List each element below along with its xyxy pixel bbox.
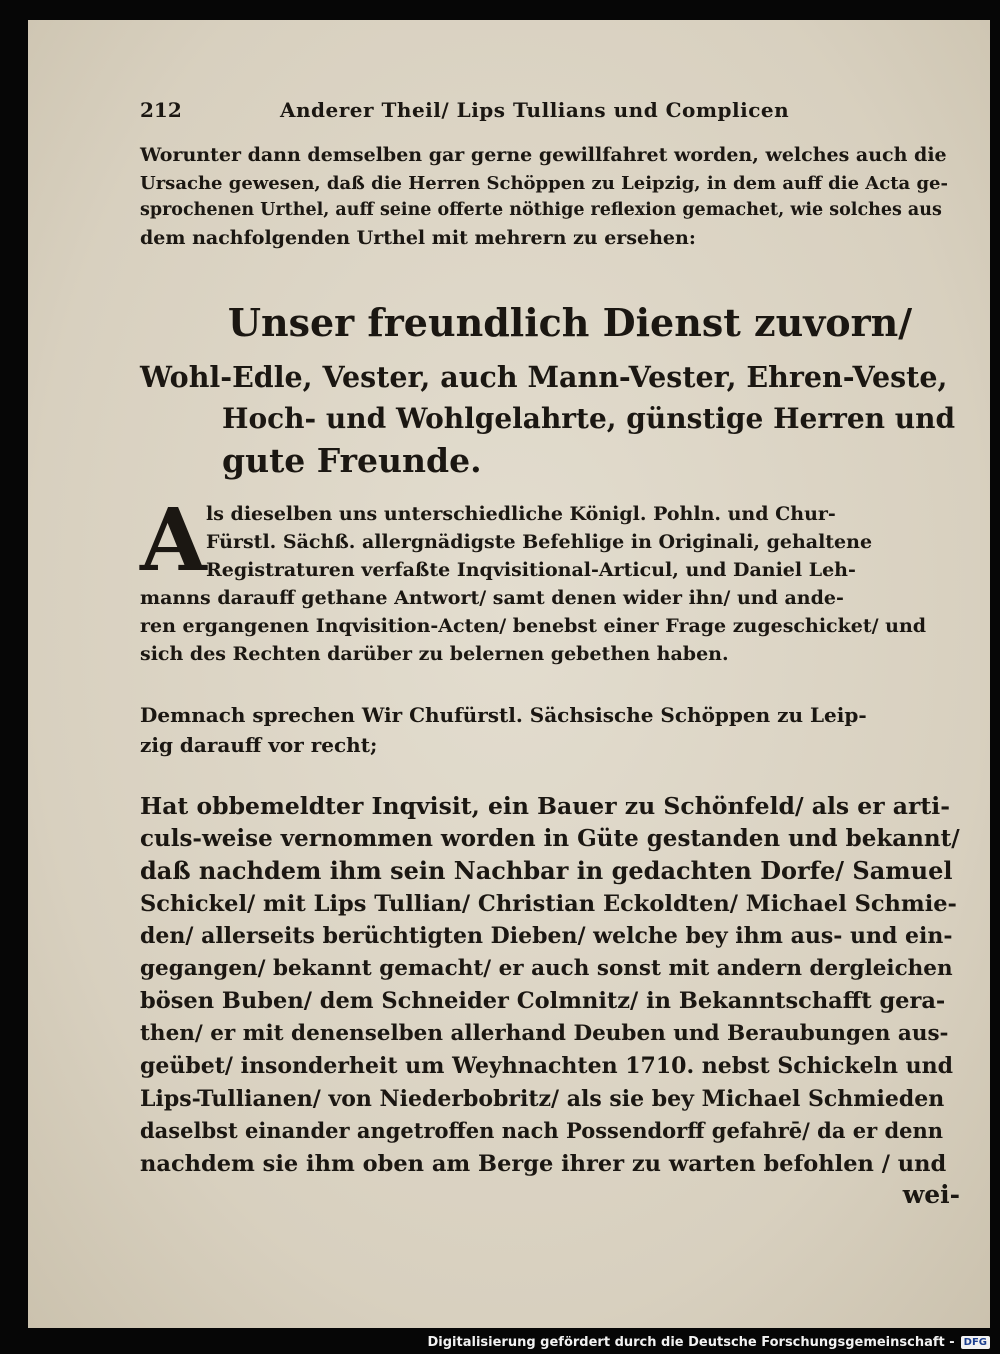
text-line: zig darauff vor recht; — [140, 733, 378, 757]
text-line: culs-weise vernommen worden in Güte gestanden und bekannt/ — [140, 824, 960, 852]
salutation-line: Hoch- und Wohlgelahrte, günstige Herren und — [222, 402, 956, 435]
text-line: Ursache gewesen, daß die Herren Schöppen zu Leipzig, in dem auff die Acta ge- — [140, 172, 948, 194]
digitization-footer — [428, 1335, 991, 1350]
text-line: Registraturen verfaßte Inqvisitional-Articul, und Daniel Leh- — [206, 559, 856, 581]
salutation-address — [140, 356, 960, 482]
running-head — [140, 98, 960, 132]
text-line: dem nachfolgenden Urthel mit mehrern zu ersehen: — [140, 226, 696, 249]
text-line: Worunter dann demselben gar gerne gewillfahret worden, welches auch die — [140, 144, 947, 166]
text-line: sich des Rechten darüber zu belernen gebethen haben. — [140, 643, 729, 665]
intro-paragraph — [140, 142, 960, 252]
dfg-logo: DFG — [961, 1336, 990, 1349]
text-line: manns darauff gethane Antwort/ samt denen wider ihn/ und ande- — [140, 587, 844, 609]
testimony-paragraph — [140, 790, 960, 1180]
text-line: daß nachdem ihm sein Nachbar in gedachten Dorfe/ Samuel — [140, 856, 953, 885]
book-page — [28, 20, 990, 1328]
salutation-line: gute Freunde. — [222, 441, 482, 480]
text-line: sprochenen Urthel, auff seine offerte nöthige reflexion gemachet, wie solches aus — [140, 200, 942, 220]
text-line: bösen Buben/ dem Schneider Colmnitz/ in Bekanntschafft gera- — [140, 988, 946, 1014]
text-line: Schickel/ mit Lips Tullian/ Christian Eckoldten/ Michael Schmie- — [140, 890, 957, 917]
page-text — [140, 98, 960, 1209]
verdict-paragraph — [140, 700, 960, 760]
text-line: Fürstl. Sächß. allergnädigste Befehlige in Originali, gehaltene — [206, 531, 873, 553]
text-line: gegangen/ bekannt gemacht/ er auch sonst mit andern dergleichen — [140, 955, 953, 981]
salutation-line: Wohl-Edle, Vester, auch Mann-Vester, Ehren-Veste, — [140, 360, 948, 394]
running-title: Anderer Theil/ Lips Tullians und Complicen — [280, 98, 790, 122]
text-line: den/ allerseits berüchtigten Dieben/ welche bey ihm aus- und ein- — [140, 923, 953, 949]
catchword: wei- — [902, 1180, 960, 1209]
text-line: Hat obbemeldter Inqvisit, ein Bauer zu Schönfeld/ als er arti- — [140, 792, 950, 820]
salutation-heading: Unser freundlich Dienst zuvorn/ — [227, 300, 913, 345]
text-line: Lips-Tullianen/ von Niederbobritz/ als sie bey Michael Schmieden — [140, 1085, 945, 1112]
drop-cap: A — [140, 490, 207, 591]
text-line: ren ergangenen Inqvisition-Acten/ benebst einer Frage zugeschicket/ und — [140, 615, 927, 637]
text-line: nachdem sie ihm oben am Berge ihrer zu warten befohlen / und — [140, 1150, 947, 1177]
page-number: 212 — [140, 98, 182, 122]
text-line: Demnach sprechen Wir Chufürstl. Sächsische Schöppen zu Leip- — [140, 703, 867, 727]
text-line: then/ er mit denenselben allerhand Deuben und Beraubungen aus- — [140, 1020, 949, 1046]
letter-paragraph — [140, 490, 960, 668]
text-line: daselbst einander angetroffen nach Possendorff gefahrē/ da er denn — [140, 1118, 944, 1143]
text-line: ls dieselben uns unterschiedliche Königl. Pohln. und Chur- — [206, 503, 836, 525]
text-line: geübet/ insonderheit um Weyhnachten 1710. nebst Schickeln und — [140, 1053, 954, 1079]
funding-credit: Digitalisierung gefördert durch die Deutsche Forschungsgemeinschaft - — [427, 1335, 955, 1350]
